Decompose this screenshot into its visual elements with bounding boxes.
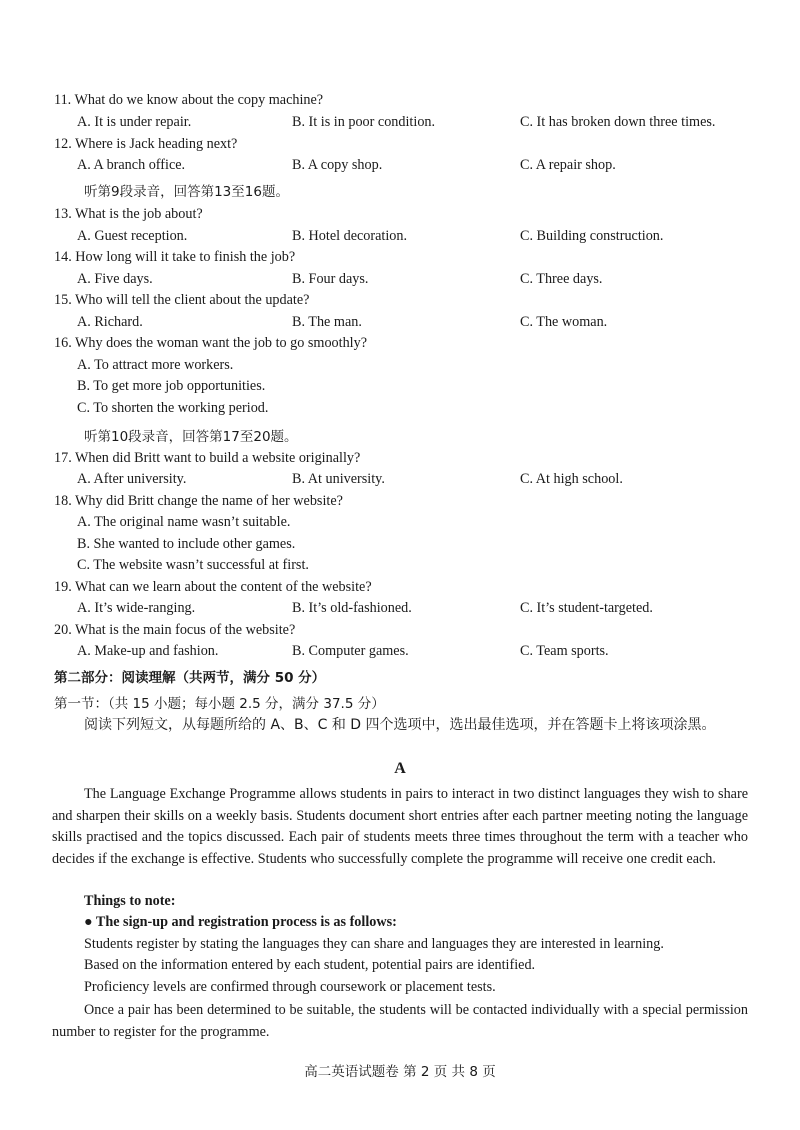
- option-16a: A. To attract more workers.: [77, 357, 234, 373]
- signup-bullet: ● The sign-up and registration process is as follows:: [84, 914, 397, 930]
- option-19b: B. It’s old-fashioned.: [292, 600, 412, 616]
- question-18: 18. Why did Britt change the name of her website?: [54, 493, 343, 509]
- option-17b: B. At university.: [292, 471, 385, 487]
- option-18a: A. The original name wasn’t suitable.: [77, 514, 291, 530]
- question-20: 20. What is the main focus of the website?: [54, 622, 296, 638]
- question-15: 15. Who will tell the client about the update?: [54, 292, 310, 308]
- passage-title: A: [394, 760, 406, 777]
- option-12c: C. A repair shop.: [520, 157, 616, 173]
- things-to-note: Things to note:: [84, 893, 176, 909]
- option-15b: B. The man.: [292, 314, 362, 330]
- option-14c: C. Three days.: [520, 271, 603, 287]
- option-14b: B. Four days.: [292, 271, 369, 287]
- option-20b: B. Computer games.: [292, 643, 409, 659]
- option-11c: C. It has broken down three times.: [520, 114, 716, 130]
- process-line-1: Students register by stating the languages they can share and languages they are interested in learning.: [84, 936, 664, 952]
- option-13c: C. Building construction.: [520, 228, 664, 244]
- part2-heading: 第二部分：阅读理解（共两节，满分 50 分）: [54, 670, 326, 686]
- option-11a: A. It is under repair.: [77, 114, 192, 130]
- question-14: 14. How long will it take to finish the job?: [54, 249, 296, 265]
- option-18c: C. The website wasn’t successful at first.: [77, 557, 309, 573]
- page-footer: 高二英语试题卷 第 2 页 共 8 页: [304, 1064, 496, 1080]
- question-11: 11. What do we know about the copy machine?: [54, 92, 324, 108]
- option-11b: B. It is in poor condition.: [292, 114, 436, 130]
- section1-heading: 第一节：（共 15 小题；每小题 2.5 分，满分 37.5 分）: [54, 696, 385, 712]
- option-12a: A. A branch office.: [77, 157, 186, 173]
- option-18b: B. She wanted to include other games.: [77, 536, 296, 552]
- passage-paragraph-1: The Language Exchange Programme allows students in pairs to interact in two distinct languages they wish to share and sharpen their skills on a weekly basis. Students document short entries after each partner meeting noting the language skills practised and the topics discussed. Each pair of students meets three times throughout the term with a teacher who decides if the exchange is effective. Students who successfully complete the programme will receive one credit each.: [52, 786, 748, 867]
- option-16b: B. To get more job opportunities.: [77, 378, 266, 394]
- reading-instruction: 阅读下列短文，从每题所给的 A、B、C 和 D 四个选项中，选出最佳选项，并在答题卡上将该项涂黑。: [84, 717, 716, 733]
- process-line-2: Based on the information entered by each student, potential pairs are identified.: [84, 957, 536, 973]
- option-12b: B. A copy shop.: [292, 157, 383, 173]
- option-19c: C. It’s student-targeted.: [520, 600, 653, 616]
- section10-note: 听第10段录音，回答第17至20题。: [84, 429, 298, 445]
- option-14a: A. Five days.: [77, 271, 153, 287]
- option-19a: A. It’s wide-ranging.: [77, 600, 196, 616]
- option-20a: A. Make-up and fashion.: [77, 643, 219, 659]
- option-15a: A. Richard.: [77, 314, 143, 330]
- option-17c: C. At high school.: [520, 471, 623, 487]
- option-13b: B. Hotel decoration.: [292, 228, 408, 244]
- question-17: 17. When did Britt want to build a website originally?: [54, 450, 361, 466]
- option-13a: A. Guest reception.: [77, 228, 188, 244]
- option-17a: A. After university.: [77, 471, 187, 487]
- option-20c: C. Team sports.: [520, 643, 609, 659]
- question-16: 16. Why does the woman want the job to go smoothly?: [54, 335, 368, 351]
- question-12: 12. Where is Jack heading next?: [54, 136, 238, 152]
- option-15c: C. The woman.: [520, 314, 608, 330]
- process-line-3: Proficiency levels are confirmed through coursework or placement tests.: [84, 979, 496, 995]
- question-13: 13. What is the job about?: [54, 206, 203, 222]
- section9-note: 听第9段录音，回答第13至16题。: [84, 184, 289, 200]
- passage-last-paragraph: Once a pair has been determined to be suitable, the students will be contacted individually with a special permission number to register for the programme.: [52, 1002, 748, 1040]
- question-19: 19. What can we learn about the content of the website?: [54, 579, 372, 595]
- option-16c: C. To shorten the working period.: [77, 400, 269, 416]
